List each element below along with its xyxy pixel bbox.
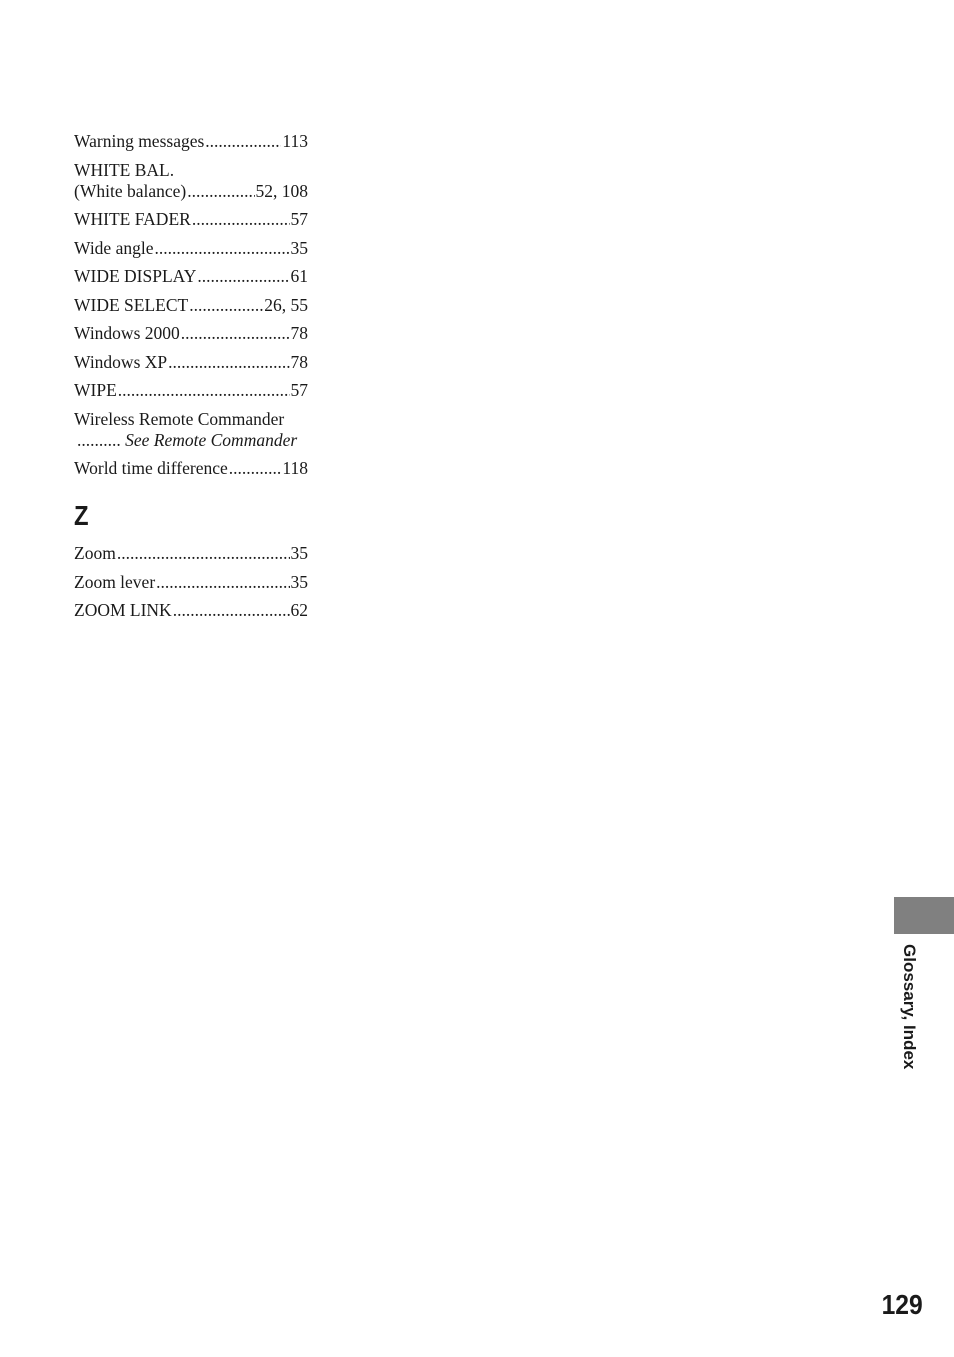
index-entry-wide-display: [74, 266, 308, 287]
dot-leader: [197, 266, 289, 287]
index-term: Warning messages: [74, 131, 205, 151]
index-column: [74, 131, 308, 629]
index-term: WIDE SELECT: [74, 294, 189, 315]
index-page-ref: 26, 55: [264, 294, 308, 315]
index-entry-wide-angle: [74, 238, 308, 259]
index-term: ZOOM LINK: [74, 600, 172, 620]
index-page-ref: 35: [290, 237, 308, 258]
index-page-ref: 78: [290, 323, 308, 343]
dot-leader: [118, 380, 290, 401]
index-page-ref: 35: [290, 571, 308, 592]
index-entry-wipe: [74, 380, 308, 401]
index-term: Zoom lever: [74, 571, 156, 592]
index-entry-zoom: [74, 543, 308, 564]
index-page-ref: 57: [290, 209, 308, 229]
section-tab-marker: [894, 897, 954, 934]
page-number: 129: [881, 1289, 923, 1320]
section-tab-label: Glossary, Index: [900, 944, 919, 1070]
index-term-line1: WHITE BAL.: [74, 159, 175, 180]
index-letter-heading: Z: [74, 500, 89, 531]
index-term: Windows 2000: [74, 323, 180, 343]
index-term: Windows XP: [74, 351, 168, 372]
index-entry-white-bal: [74, 160, 308, 202]
index-page-ref: 57: [290, 380, 308, 400]
index-entry-warning-messages: [74, 131, 308, 152]
index-term: WIDE DISPLAY: [74, 266, 197, 286]
index-term: Zoom: [74, 543, 116, 563]
index-entry-wireless-remote-commander: [74, 409, 308, 451]
index-term: WIPE: [74, 380, 117, 400]
see-reference-text: See Remote Commander: [125, 429, 298, 450]
index-entry-windows-xp: [74, 352, 308, 373]
dot-leader: [187, 181, 254, 202]
index-term: WHITE FADER: [74, 209, 191, 229]
index-entry-world-time-difference: [74, 458, 308, 479]
dot-leader: [229, 458, 282, 479]
index-term: World time difference: [74, 458, 228, 478]
see-prefix-dots: ..........: [77, 429, 121, 450]
dot-leader: [173, 600, 290, 621]
index-entry-zoom-link: [74, 600, 308, 621]
dot-leader: [156, 572, 289, 593]
index-entry-windows-2000: [74, 323, 308, 344]
index-term-line1: Wireless Remote Commander: [74, 408, 285, 429]
see-reference: [74, 430, 308, 451]
index-term: Wide angle: [74, 237, 154, 258]
index-entry-wide-select: [74, 295, 308, 316]
dot-leader: [168, 352, 289, 373]
index-page-ref: 61: [290, 266, 308, 286]
index-page-ref: 52, 108: [255, 180, 308, 201]
dot-leader: [192, 209, 290, 230]
index-term: (White balance): [74, 180, 187, 201]
index-page-ref: 35: [290, 543, 308, 563]
dot-leader: [181, 323, 290, 344]
dot-leader: [154, 238, 289, 259]
index-entry-zoom-lever: [74, 572, 308, 593]
index-page-ref: 78: [290, 351, 308, 372]
index-page-ref: 113: [282, 131, 308, 151]
dot-leader: [117, 543, 290, 564]
dot-leader: [205, 131, 281, 152]
dot-leader: [189, 295, 263, 316]
index-page-ref: 62: [290, 600, 308, 620]
index-page-ref: 118: [282, 458, 308, 478]
index-entry-white-fader: [74, 209, 308, 230]
